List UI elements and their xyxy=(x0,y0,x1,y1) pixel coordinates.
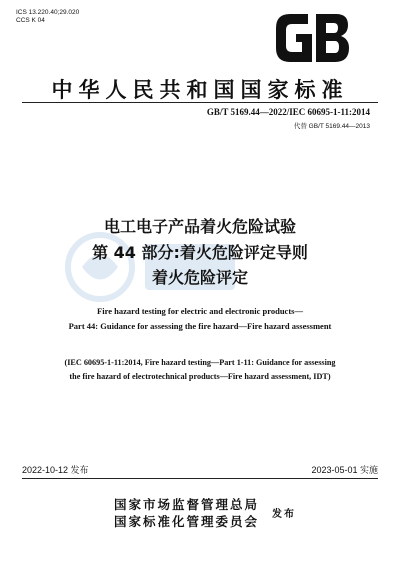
header-divider xyxy=(22,102,378,103)
issuer-line2: 国家标准化管理委员会 xyxy=(114,514,260,529)
issuer-line1: 国家市场监督管理总局 xyxy=(114,497,260,512)
implement-date: 2023-05-01 实施 xyxy=(311,465,378,475)
title-cn-line1: 电工电子产品着火危险试验 xyxy=(103,217,296,236)
gb-logo-icon xyxy=(272,10,352,66)
ccs-code: CCS K 04 xyxy=(16,17,45,24)
title-cn-line2: 第 44 部分:着火危险评定导则 xyxy=(92,243,308,262)
title-cn-line3: 着火危险评定 xyxy=(151,268,248,287)
ics-code-block xyxy=(16,9,79,25)
issue-word: 发布 xyxy=(272,509,296,520)
title-en-line1: Fire hazard testing for electric and electronic products— xyxy=(97,306,303,316)
footer-divider xyxy=(22,478,378,479)
title-en-line2: Part 44: Guidance for assessing the fire hazard—Fire hazard assessment xyxy=(68,321,332,331)
standard-number: GB/T 5169.44—2022/IEC 60695-1-11:2014 xyxy=(206,107,370,117)
issuing-authorities xyxy=(114,496,259,530)
replaces-note: 代替 GB/T 5169.44—2013 xyxy=(293,123,370,130)
standard-type-title: 中华人民共和国国家标准 xyxy=(51,77,349,102)
publish-date: 2022-10-12 发布 xyxy=(22,465,89,475)
iec-reference-line2: the fire hazard of electrotechnical products—Fire hazard assessment, IDT) xyxy=(69,372,331,381)
ics-code: ICS 13.220.40;29.020 xyxy=(16,9,80,16)
iec-reference-line1: (IEC 60695-1-11:2014, Fire hazard testing—Part 1-11: Guidance for assessing xyxy=(64,358,336,367)
